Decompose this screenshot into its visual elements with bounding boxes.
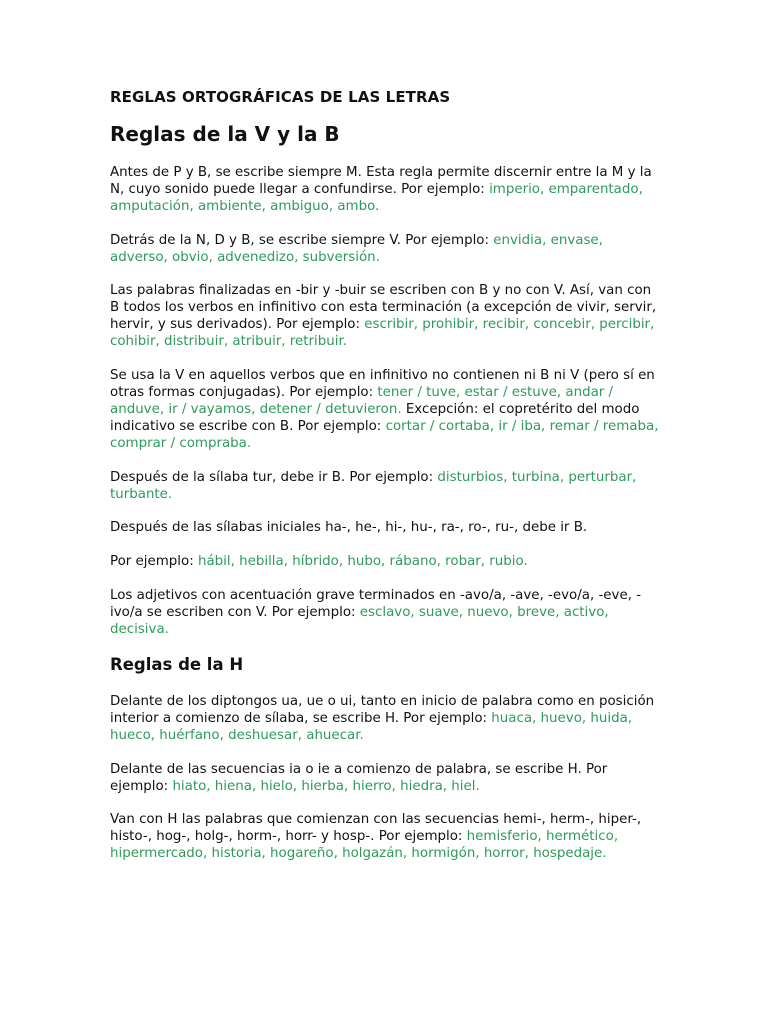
rule-text: Por ejemplo: — [110, 554, 198, 569]
rule-paragraph-adjectives — [110, 587, 660, 638]
rule-paragraph-initial-syllables — [110, 519, 660, 536]
rule-text-exception: Excepción: el copretérito del modo indicativo se escribe con B. Por ejemplo: — [110, 402, 640, 434]
rule-examples: disturbios, turbina, perturbar, turbante. — [110, 470, 637, 502]
section-heading-h: Reglas de la H — [110, 655, 244, 674]
rule-examples: huaca, huevo, huida, hueco, huérfano, deshuesar, ahuecar. — [110, 711, 633, 743]
rule-paragraph-mp-mb — [110, 164, 660, 215]
rule-paragraph-verbs-v — [110, 367, 660, 452]
rule-examples: hábil, hebilla, híbrido, hubo, rábano, robar, rubio. — [197, 554, 528, 569]
section-heading-v-b: Reglas de la V y la B — [110, 122, 340, 146]
rule-paragraph-diphthongs — [110, 693, 660, 744]
rule-examples: envidia, envase, adverso, obvio, advenedizo, subversión. — [110, 233, 603, 265]
rule-paragraph-bir-buir — [110, 282, 660, 350]
rule-examples: escribir, prohibir, recibir, concebir, percibir, cohibir, distribuir, atribuir, retribuir. — [110, 317, 655, 349]
rule-text: Delante de los diptongos ua, ue o ui, tanto en inicio de palabra como en posición interior a comienzo de sílaba, se escribe H. Por ejemplo: — [110, 694, 655, 726]
rule-text: Se usa la V en aquellos verbos que en infinitivo no contienen ni B ni V (pero sí en otras formas conjugadas). Por ejemplo: — [110, 368, 655, 400]
rule-examples: tener / tuve, estar / estuve, andar / anduve, ir / vayamos, detener / detuvieron. — [110, 385, 614, 417]
rule-examples: imperio, emparentado, amputación, ambiente, ambiguo, ambo. — [110, 182, 643, 214]
rule-text: Después de la sílaba tur, debe ir B. Por ejemplo: — [110, 470, 438, 485]
rule-paragraph-initial-syllables-examples — [110, 553, 660, 570]
rule-examples: hemisferio, hermético, hipermercado, historia, hogareño, holgazán, hormigón, horror, hospedaje. — [110, 829, 619, 861]
rule-paragraph-tur — [110, 469, 660, 503]
rule-text: Van con H las palabras que comienzan con las secuencias hemi-, herm-, hiper-, histo-, hog-, holg-, horm-, horr- y hosp-. Por ejemplo: — [110, 812, 642, 844]
rule-examples-exception: cortar / cortaba, ir / iba, remar / remaba, comprar / compraba. — [110, 419, 659, 451]
rule-paragraph-prefixes — [110, 811, 660, 862]
rule-text: Delante de las secuencias ia o ie a comienzo de palabra, se escribe H. Por ejemplo: — [110, 762, 608, 794]
rule-text: Los adjetivos con acentuación grave terminados en -avo/a, -ave, -evo/a, -eve, -ivo/a se escriben con V. Por ejemplo: — [110, 588, 642, 620]
rule-examples: esclavo, suave, nuevo, breve, activo, decisiva. — [110, 605, 609, 637]
document-title: REGLAS ORTOGRÁFICAS DE LAS LETRAS — [110, 88, 451, 106]
rule-examples: hiato, hiena, hielo, hierba, hierro, hiedra, hiel. — [172, 779, 480, 794]
rule-text: Las palabras finalizadas en -bir y -buir se escriben con B y no con V. Así, van con B todos los verbos en infinitivo con esta terminación (a excepción de vivir, servir, hervir, y sus derivados). Por ejemplo: — [110, 283, 657, 332]
rule-text: Detrás de la N, D y B, se escribe siempre V. Por ejemplo: — [110, 233, 494, 248]
rule-text: Antes de P y B, se escribe siempre M. Esta regla permite discernir entre la M y la N, cuyo sonido puede llegar a confundirse. Por ejemplo: — [110, 165, 652, 197]
rule-paragraph-nv-dv-bv — [110, 232, 660, 266]
rule-paragraph-ia-ie — [110, 761, 660, 795]
rule-text: Después de las sílabas iniciales ha-, he-, hi-, hu-, ra-, ro-, ru-, debe ir B. — [110, 520, 588, 535]
